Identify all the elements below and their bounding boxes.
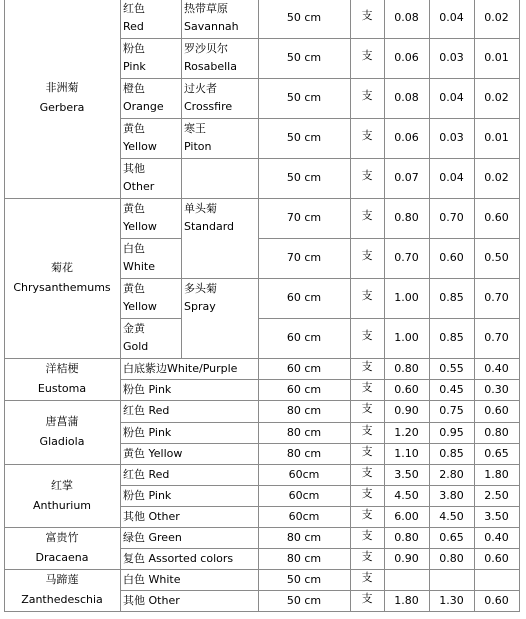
price-value: 4.50 <box>394 488 419 502</box>
color-zh: 其他 <box>123 162 145 175</box>
price-cell <box>429 569 475 591</box>
color-zh: 白色 <box>123 242 145 255</box>
price-value: 0.60 <box>484 404 509 417</box>
unit: 支 <box>361 402 373 415</box>
price-value: 0.80 <box>394 530 419 544</box>
price-value: 3.50 <box>394 467 419 481</box>
color-en: Yellow <box>123 220 157 233</box>
price-value: 0.01 <box>484 131 509 144</box>
color-en: Yellow <box>123 140 157 153</box>
variety-en: Crossfire <box>184 100 233 113</box>
price-cell <box>474 569 520 591</box>
variety-en: Piton <box>184 140 212 153</box>
color-label: 红色 Red <box>123 467 170 481</box>
price-value: 0.90 <box>394 404 419 417</box>
unit: 支 <box>361 129 373 142</box>
variety-zh: 多头菊 <box>184 282 217 295</box>
price-value: 0.50 <box>484 251 509 264</box>
unit: 支 <box>361 289 373 302</box>
variety-en: Standard <box>184 220 235 233</box>
price-value: 1.10 <box>394 446 419 460</box>
stem-length: 50 cm <box>286 91 322 104</box>
price-value: 0.60 <box>439 251 464 264</box>
price-value: 0.65 <box>484 446 509 460</box>
stem-length: 50 cm <box>286 593 322 607</box>
price-value: 1.30 <box>439 593 464 607</box>
unit: 支 <box>361 359 373 373</box>
price-value: 4.50 <box>439 509 464 523</box>
color-zh: 红色 <box>123 2 145 15</box>
color-label: 粉色 Pink <box>123 382 172 396</box>
price-value: 0.08 <box>394 11 419 24</box>
stem-length: 60 cm <box>286 331 322 344</box>
variety-en: Rosabella <box>184 60 237 73</box>
species-name-zh: 洋桔梗 <box>45 362 79 375</box>
price-value: 1.20 <box>394 425 419 439</box>
price-value: 0.70 <box>484 291 509 304</box>
species-name-zh: 非洲菊 <box>45 81 79 94</box>
variety-zh: 寒王 <box>184 122 206 135</box>
unit: 支 <box>361 591 373 605</box>
price-value: 0.03 <box>439 51 464 64</box>
variety-zh: 热带草原 <box>184 2 228 15</box>
price-value: 0.60 <box>484 551 509 565</box>
variety-zh: 单头菊 <box>184 202 217 215</box>
stem-length: 50 cm <box>286 171 322 184</box>
price-value: 0.07 <box>394 171 419 184</box>
color-zh: 黄色 <box>123 122 145 135</box>
unit: 支 <box>361 465 373 479</box>
price-value: 0.80 <box>394 211 419 224</box>
price-value: 0.45 <box>439 382 464 396</box>
stem-length: 60 cm <box>286 291 322 304</box>
price-value: 0.65 <box>439 530 464 544</box>
unit: 支 <box>361 507 373 521</box>
price-value: 0.06 <box>394 131 419 144</box>
unit: 支 <box>361 49 373 62</box>
species-name-zh: 富贵竹 <box>45 531 79 544</box>
price-value: 0.80 <box>439 551 464 565</box>
price-value: 0.30 <box>484 382 509 396</box>
color-label: 粉色 Pink <box>123 425 172 439</box>
color-en: Orange <box>123 100 164 113</box>
stem-length: 60cm <box>288 467 320 481</box>
species-name-zh: 唐菖蒲 <box>45 415 79 428</box>
price-value: 0.02 <box>484 11 509 24</box>
variety-cell <box>181 158 259 199</box>
color-en: Other <box>123 180 155 193</box>
unit: 支 <box>361 329 373 342</box>
unit: 支 <box>361 444 373 458</box>
variety-en: Savannah <box>184 20 239 33</box>
stem-length: 80 cm <box>286 446 322 460</box>
color-label: 其他 Other <box>123 593 180 607</box>
stem-length: 50 cm <box>286 51 322 64</box>
price-value: 0.90 <box>394 551 419 565</box>
color-zh: 黄色 <box>123 202 145 215</box>
species-name-zh: 红掌 <box>51 478 73 492</box>
price-value: 1.80 <box>484 467 509 481</box>
price-value: 0.02 <box>484 91 509 104</box>
stem-length: 80 cm <box>286 404 322 417</box>
price-cell <box>384 569 430 591</box>
species-name-en: Zanthedeschia <box>21 593 103 606</box>
price-value: 1.00 <box>394 331 419 344</box>
color-label: 红色 Red <box>123 404 170 417</box>
price-value: 0.75 <box>439 404 464 417</box>
color-label: 白底紫边White/Purple <box>123 361 238 375</box>
unit: 支 <box>361 89 373 102</box>
price-value: 0.70 <box>394 251 419 264</box>
price-value: 3.50 <box>484 509 509 523</box>
color-label: 绿色 Green <box>123 530 182 544</box>
price-value: 0.06 <box>394 51 419 64</box>
color-zh: 黄色 <box>123 282 145 295</box>
price-value: 0.04 <box>439 171 464 184</box>
price-value: 0.60 <box>394 382 419 396</box>
stem-length: 60cm <box>288 509 320 523</box>
species-name-en: Gerbera <box>39 101 85 114</box>
stem-length: 60 cm <box>286 361 322 375</box>
species-name-en: Dracaena <box>35 551 89 564</box>
variety-zh: 过火者 <box>184 82 217 95</box>
price-value: 0.04 <box>439 11 464 24</box>
price-value: 0.40 <box>484 361 509 375</box>
unit: 支 <box>361 423 373 437</box>
price-value: 0.80 <box>484 425 509 439</box>
price-value: 0.70 <box>439 211 464 224</box>
price-value: 0.70 <box>484 331 509 344</box>
color-zh: 金黄 <box>123 322 145 335</box>
stem-length: 70 cm <box>286 211 322 224</box>
price-value: 0.01 <box>484 51 509 64</box>
price-value: 0.80 <box>394 361 419 375</box>
price-value: 0.85 <box>439 291 464 304</box>
species-name-en: Eustoma <box>37 382 87 395</box>
price-value: 0.55 <box>439 361 464 375</box>
unit: 支 <box>361 169 373 182</box>
stem-length: 80 cm <box>286 530 322 544</box>
price-value: 0.40 <box>484 530 509 544</box>
unit: 支 <box>361 380 373 394</box>
color-zh: 橙色 <box>123 82 145 95</box>
species-name-en: Anthurium <box>32 498 92 512</box>
stem-length: 70 cm <box>286 251 322 264</box>
species-name-en: Chrysanthemums <box>13 281 111 294</box>
variety-en: Spray <box>184 300 216 313</box>
price-value: 0.85 <box>439 331 464 344</box>
stem-length: 50 cm <box>286 11 322 24</box>
price-value: 3.80 <box>439 488 464 502</box>
stem-length: 80 cm <box>286 425 322 439</box>
unit: 支 <box>361 528 373 542</box>
price-value: 0.08 <box>394 91 419 104</box>
price-value: 2.50 <box>484 488 509 502</box>
species-name-en: Gladiola <box>39 435 85 448</box>
price-value: 1.00 <box>394 291 419 304</box>
color-label: 复色 Assorted colors <box>123 551 234 565</box>
stem-length: 50 cm <box>286 131 322 144</box>
color-zh: 粉色 <box>123 42 145 55</box>
color-en: White <box>123 260 155 273</box>
price-value: 1.80 <box>394 593 419 607</box>
price-value: 0.03 <box>439 131 464 144</box>
unit: 支 <box>361 249 373 262</box>
unit: 支 <box>361 209 373 222</box>
color-label: 其他 Other <box>123 509 180 523</box>
price-value: 0.60 <box>484 593 509 607</box>
price-value: 2.80 <box>439 467 464 481</box>
species-name-zh: 马蹄莲 <box>45 573 79 586</box>
price-value: 0.85 <box>439 446 464 460</box>
unit: 支 <box>361 549 373 563</box>
color-en: Yellow <box>123 300 157 313</box>
stem-length: 80 cm <box>286 551 322 565</box>
color-label: 粉色 Pink <box>123 488 172 502</box>
color-label: 白色 White <box>123 572 181 586</box>
variety-zh: 罗沙贝尔 <box>184 42 228 55</box>
color-label: 黄色 Yellow <box>123 446 183 460</box>
color-en: Pink <box>123 60 146 73</box>
unit: 支 <box>361 9 373 22</box>
price-value: 0.02 <box>484 171 509 184</box>
price-value: 0.04 <box>439 91 464 104</box>
unit: 支 <box>361 486 373 500</box>
price-value: 0.60 <box>484 211 509 224</box>
price-value: 0.95 <box>439 425 464 439</box>
stem-length: 50 cm <box>286 572 322 586</box>
stem-length: 60 cm <box>286 382 322 396</box>
unit: 支 <box>361 570 373 584</box>
price-value: 6.00 <box>394 509 419 523</box>
color-en: Gold <box>123 340 149 353</box>
species-name-zh: 菊花 <box>51 261 73 274</box>
color-en: Red <box>123 20 144 33</box>
stem-length: 60cm <box>288 488 320 502</box>
